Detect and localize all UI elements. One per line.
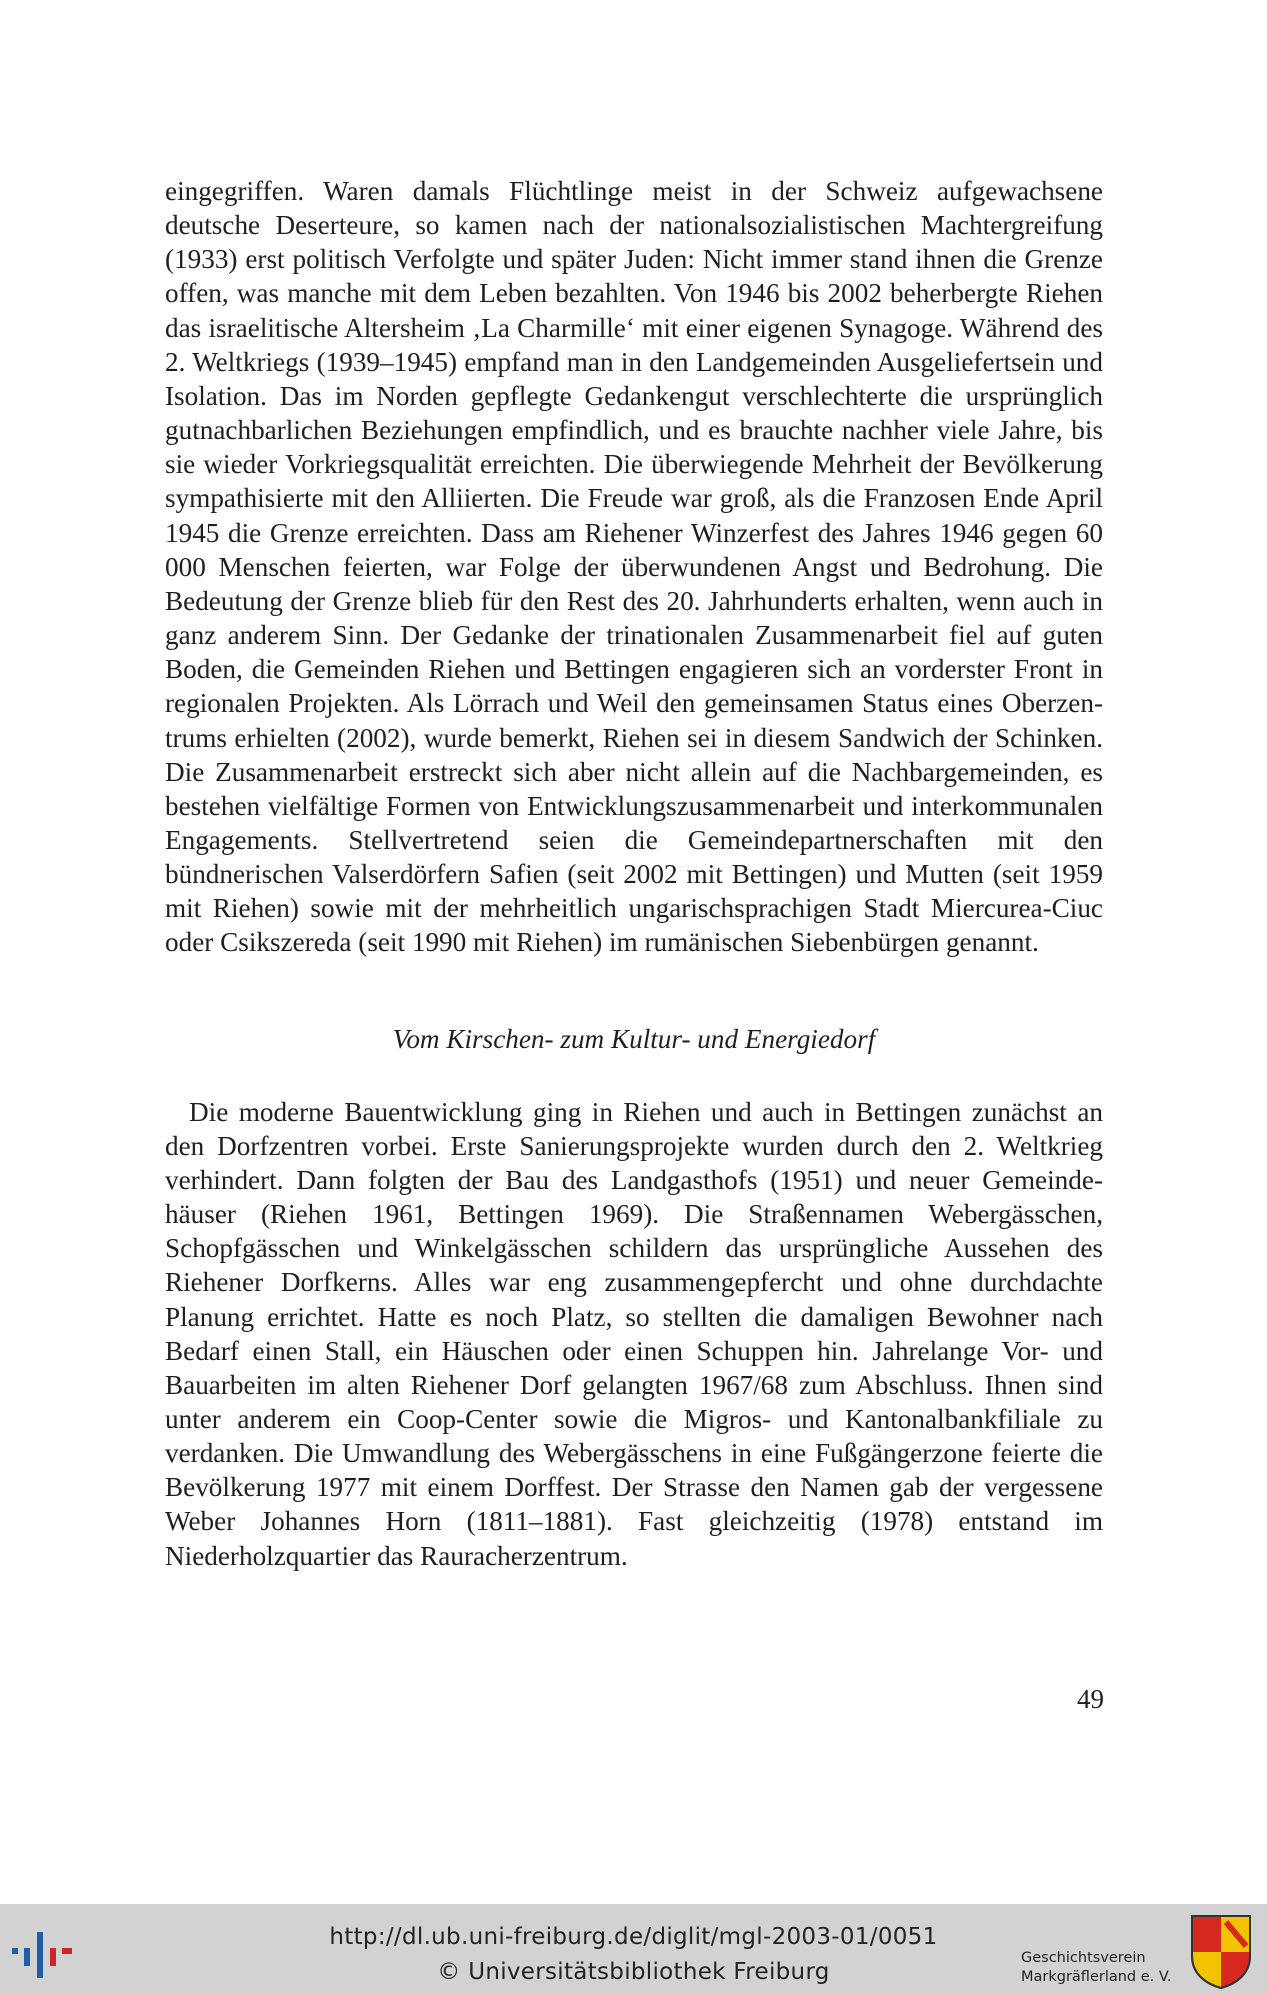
society-name-line1: Geschichtsverein — [1021, 1950, 1146, 1966]
markgraeflerland-crest-icon — [1188, 1912, 1254, 1990]
footer-bar — [0, 1904, 1267, 1994]
footer-url-link[interactable]: http://dl.ub.uni-freiburg.de/diglit/mgl-2003-01/0051 — [329, 1924, 938, 1950]
footer-copyright: © Universitätsbibliothek Freiburg — [437, 1959, 830, 1985]
page-number: 49 — [1077, 1684, 1104, 1714]
body-paragraph-1: eingegriffen. Waren damals Flüchtlinge meist in der Schweiz aufgewachsene deutsche Deserteure, so kamen nach der nationalsozialistischen Machtergreifung (1933) erst politisch Verfolgte und später Juden: Nicht immer stand ihnen die Grenze offen, was manche mit dem Leben bezahlten. Von 1946 bis 2002 beherbergte Riehen das israelitische Altersheim ‚La Charmille‘ mit einer eigenen Synagoge. Während des 2. Weltkriegs (1939–1945) empfand man in den Landgemeinden Ausgeliefertsein und Isolation. Das im Norden gepflegte Gedankengut verschlechterte die ursprünglich gutnachbarlichen Beziehungen empfindlich, und es brauchte nachher viele Jahre, bis sie wieder Vorkriegsqualität erreichten. Die überwiegende Mehrheit der Bevölkerung sympathisierte mit den Alliierten. Die Freude war groß, als die Franzosen Ende April 1945 die Grenze erreichten. Dass am Riehener Winzerfest des Jahres 1946 gegen 60 000 Menschen feierten, war Folge der überwundenen Angst und Bedrohung. Die Bedeutung der Grenze blieb für den Rest des 20. Jahrhunderts erhalten, wenn auch in ganz anderem Sinn. Der Gedanke der trinationalen Zusammenarbeit fiel auf guten Boden, die Gemeinden Riehen und Bettingen engagieren sich an vorderster Front in regionalen Projekten. Als Lörrach und Weil den gemeinsamen Status eines Oberzentrums erhielten (2002), wurde bemerkt, Riehen sei in diesem Sandwich der Schinken. Die Zusammenarbeit erstreckt sich aber nicht allein auf die Nachbargemeinden, es bestehen vielfältige Formen von Entwicklungszusammenarbeit und interkommunalen Engagements. Stellvertretend seien die Gemeindepartnerschaften mit den bündnerischen Valserdörfern Safien (seit 2002 mit Bettingen) und Mutten (seit 1959 mit Riehen) sowie mit der mehrheitlich ungarischsprachigen Stadt Miercurea-Ciuc oder Csikszereda (seit 1990 mit Riehen) im rumänischen Siebenbürgen genannt. — [165, 176, 1103, 958]
society-name — [1021, 1949, 1181, 1987]
page-content — [165, 174, 1103, 1573]
section-heading: Vom Kirschen- zum Kultur- und Energiedorf — [392, 1023, 876, 1054]
body-paragraph-2: Die moderne Bauentwicklung ging in Riehen und auch in Bettingen zunächst an den Dorfzentren vorbei. Erste Sanierungsprojekte wurden durch den 2. Weltkrieg verhindert. Dann folgten der Bau des Landgasthofs (1951) und neuer Gemeindehäuser (Riehen 1961, Bettingen 1969). Die Straßennamen Webergässchen, Schopfgässchen und Winkelgässchen schildern das ursprüngliche Aussehen des Riehener Dorfkerns. Alles war eng zusammengepfercht und ohne durchdachte Planung errichtet. Hatte es noch Platz, so stellten die damaligen Bewohner nach Bedarf einen Stall, ein Häuschen oder einen Schuppen hin. Jahrelange Vor- und Bauarbeiten im alten Riehener Dorf gelangten 1967/68 zum Abschluss. Ihnen sind unter anderem ein Coop-Center sowie die Migros- und Kantonalbankfiliale zu verdanken. Die Umwandlung des Webergässchens in eine Fußgängerzone feierte die Bevölkerung 1977 mit einem Dorffest. Der Strasse den Namen gab der vergessene Weber Johannes Horn (1811–1881). Fast gleichzeitig (1978) entstand im Niederholzquartier das Rauracherzentrum. — [165, 1096, 1103, 1571]
society-name-line2: Markgräflerland e. V. — [1021, 1969, 1172, 1985]
